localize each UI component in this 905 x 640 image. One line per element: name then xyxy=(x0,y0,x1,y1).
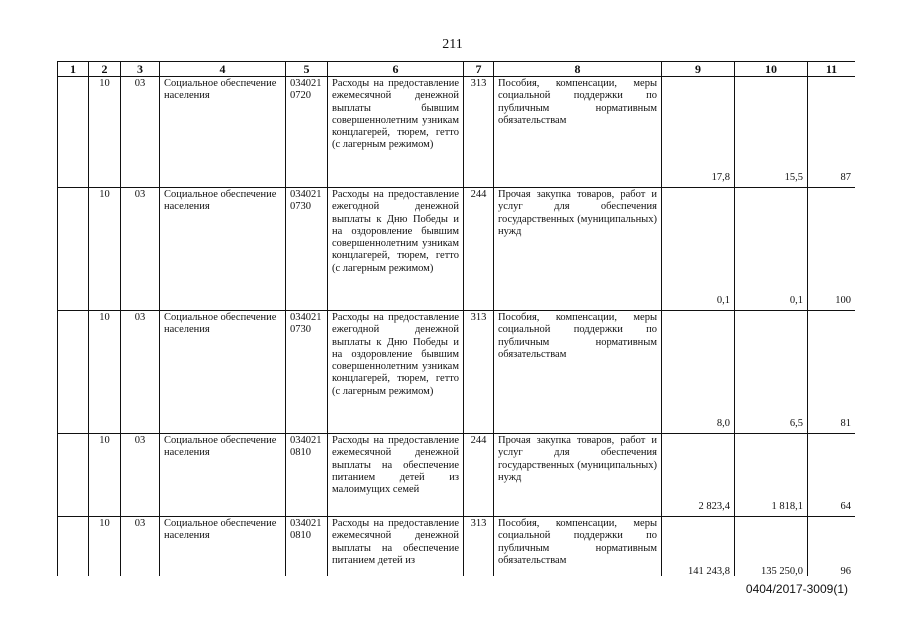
cell-percent: 81 xyxy=(808,311,856,434)
column-header: 1 xyxy=(58,62,89,77)
cell-section-name: Социальное обеспечение населения xyxy=(160,77,286,188)
cell-section: 10 xyxy=(89,517,121,577)
cell-col1 xyxy=(58,77,89,188)
cell-section-name: Социальное обеспечение населения xyxy=(160,434,286,517)
cell-expense-type: 313 xyxy=(464,311,494,434)
budget-table xyxy=(57,61,855,576)
cell-planned: 8,0 xyxy=(662,311,735,434)
cell-percent: 87 xyxy=(808,77,856,188)
cell-subsection: 03 xyxy=(121,311,160,434)
cell-expense-name: Расходы на предоставление ежемесячной денежной выплаты на обеспечение питанием детей из малоимущих семей xyxy=(328,434,464,517)
cell-section-name: Социальное обеспечение населения xyxy=(160,311,286,434)
cell-expense-name: Расходы на предоставление ежегодной денежной выплаты к Дню Победы и на оздоровление бывшим совершеннолетним узникам концлагерей, тюрем, гетто (с лагерным режимом) xyxy=(328,188,464,311)
cell-planned: 141 243,8 xyxy=(662,517,735,577)
cell-percent: 64 xyxy=(808,434,856,517)
table-row xyxy=(58,311,856,434)
cell-actual: 1 818,1 xyxy=(735,434,808,517)
column-header: 7 xyxy=(464,62,494,77)
column-header: 4 xyxy=(160,62,286,77)
page-number: 211 xyxy=(442,37,463,52)
header-row xyxy=(58,62,856,77)
cell-col1 xyxy=(58,517,89,577)
cell-target-code: 034021 0810 xyxy=(286,517,328,577)
cell-subsection: 03 xyxy=(121,188,160,311)
cell-expense-type: 313 xyxy=(464,517,494,577)
column-header: 3 xyxy=(121,62,160,77)
cell-section: 10 xyxy=(89,311,121,434)
cell-expense-type-name: Прочая закупка товаров, работ и услуг для обеспечения государственных (муниципальных) нужд xyxy=(494,434,662,517)
cell-expense-type: 244 xyxy=(464,188,494,311)
cell-subsection: 03 xyxy=(121,434,160,517)
cell-subsection: 03 xyxy=(121,517,160,577)
cell-section: 10 xyxy=(89,77,121,188)
cell-section-name: Социальное обеспечение населения xyxy=(160,517,286,577)
cell-expense-type-name: Пособия, компенсации, меры социальной поддержки по публичным нормативным обязательствам xyxy=(494,77,662,188)
budget-table-container xyxy=(57,61,855,576)
cell-target-code: 034021 0730 xyxy=(286,311,328,434)
cell-planned: 17,8 xyxy=(662,77,735,188)
column-header: 5 xyxy=(286,62,328,77)
cell-target-code: 034021 0720 xyxy=(286,77,328,188)
cell-target-code: 034021 0730 xyxy=(286,188,328,311)
column-header: 2 xyxy=(89,62,121,77)
column-header: 10 xyxy=(735,62,808,77)
cell-expense-type: 244 xyxy=(464,434,494,517)
column-header: 9 xyxy=(662,62,735,77)
cell-expense-type: 313 xyxy=(464,77,494,188)
column-header: 11 xyxy=(808,62,856,77)
column-header: 6 xyxy=(328,62,464,77)
document-code: 0404/2017-3009(1) xyxy=(745,582,848,596)
cell-percent: 96 xyxy=(808,517,856,577)
table-row xyxy=(58,188,856,311)
cell-col1 xyxy=(58,311,89,434)
cell-expense-type-name: Пособия, компенсации, меры социальной поддержки по публичным нормативным обязательствам xyxy=(494,517,662,577)
cell-planned: 0,1 xyxy=(662,188,735,311)
cell-col1 xyxy=(58,188,89,311)
table-row xyxy=(58,434,856,517)
cell-actual: 6,5 xyxy=(735,311,808,434)
cell-section: 10 xyxy=(89,434,121,517)
table-row xyxy=(58,77,856,188)
cell-col1 xyxy=(58,434,89,517)
cell-expense-name: Расходы на предоставление ежемесячной денежной выплаты бывшим совершеннолетним узникам концлагерей, тюрем, гетто (с лагерным режимом) xyxy=(328,77,464,188)
cell-expense-name: Расходы на предоставление ежемесячной денежной выплаты на обеспечение питанием детей из xyxy=(328,517,464,577)
cell-percent: 100 xyxy=(808,188,856,311)
cell-actual: 135 250,0 xyxy=(735,517,808,577)
cell-expense-type-name: Прочая закупка товаров, работ и услуг для обеспечения государственных (муниципальных) нужд xyxy=(494,188,662,311)
cell-section: 10 xyxy=(89,188,121,311)
cell-planned: 2 823,4 xyxy=(662,434,735,517)
cell-actual: 0,1 xyxy=(735,188,808,311)
table-row xyxy=(58,517,856,577)
cell-expense-type-name: Пособия, компенсации, меры социальной поддержки по публичным нормативным обязательствам xyxy=(494,311,662,434)
cell-subsection: 03 xyxy=(121,77,160,188)
cell-expense-name: Расходы на предоставление ежегодной денежной выплаты к Дню Победы и на оздоровление бывшим совершеннолетним узникам концлагерей, тюрем, гетто (с лагерным режимом) xyxy=(328,311,464,434)
cell-actual: 15,5 xyxy=(735,77,808,188)
cell-target-code: 034021 0810 xyxy=(286,434,328,517)
column-header: 8 xyxy=(494,62,662,77)
cell-section-name: Социальное обеспечение населения xyxy=(160,188,286,311)
